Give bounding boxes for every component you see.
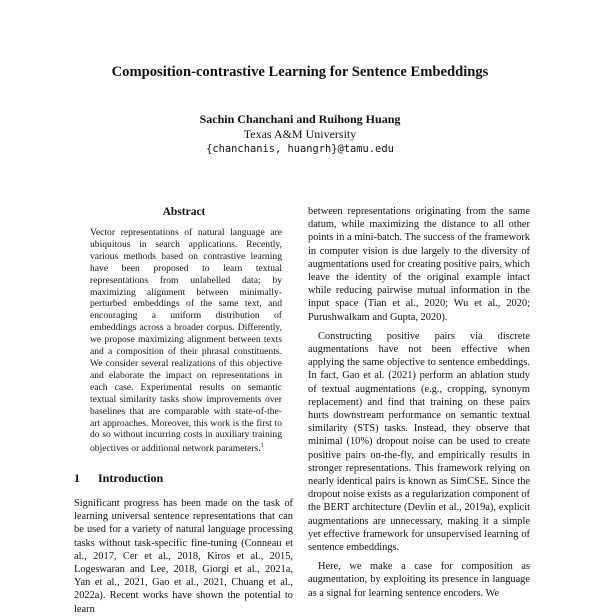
section-title: Introduction <box>98 471 164 485</box>
abstract-body <box>90 227 282 455</box>
right-column <box>308 205 530 606</box>
author-email: {chanchanis, huangrh}@tamu.edu <box>206 143 394 155</box>
section-heading-introduction <box>74 471 163 486</box>
affiliation: Texas A&M University <box>243 127 357 141</box>
abstract-heading: Abstract <box>162 206 206 218</box>
right-paragraph-1: between representations originating from the same datum, while maximizing the distance to all other points in a mini-batch. The success of the framework in computer vision is due largely to the diversity of augmentations used for creating positive pairs, which leave the identity of the original example intact while reducing pairwise mutual information in the input space (Tian et al., 2020; Wu et al., 2020; Purushwalkam and Gupta, 2020). <box>308 206 530 323</box>
paper-title: Composition-contrastive Learning for Sentence Embeddings <box>111 64 489 80</box>
section-number: 1 <box>74 471 80 485</box>
footnote-mark: 1 <box>260 443 264 450</box>
author-names: Sachin Chanchani and Ruihong Huang <box>199 112 401 126</box>
right-paragraph-2: Constructing positive pairs via discrete augmentations have not been effective when applying the same objective to sentence embeddings. In fact, Gao et al. (2021) perform an ablation study of textual augmentations (e.g., cropping, synonym replacement) and find that training on these pairs hurts downstream performance on semantic textual similarity (STS) tasks. Instead, they observe that minimal (10%) dropout noise can be used to create positive pairs on-the-fly, and empirically results in stronger representations. This framework relying on nearly identical pairs is known as SimCSE. Since the dropout noise exists as a regularization component of the BERT architecture (Devlin et al., 2019a), explicit augmentations are unnecessary, making it a simple yet effective framework for unsupervised learning of sentence embeddings. <box>308 330 530 554</box>
author-block <box>0 112 600 157</box>
abstract-text: Vector representations of natural language are ubiquitous in search applications. Recently, various methods based on contrastive learning have been proposed to learn textual representations from unlabelled data; by maximizing alignment between minimally-perturbed embeddings of the same text, and encouraging a uniform distribution of embeddings across a broader corpus. Differently, we propose maximizing alignment between texts and a composition of their phrasal constituents. We consider several realizations of this objective and elaborate the impact on representations in each case. Experimental results on semantic textual similarity tasks show improvements over baselines that are comparable with state-of-the-art approaches. Moreover, this work is the first to do so without incurring costs in auxiliary training objectives or additional network parameters. <box>90 227 282 455</box>
intro-paragraph: Significant progress has been made on the task of learning universal sentence representations that can be used for a variety of natural language processing tasks without task-specific fine-tuning (Conneau et al., 2017, Cer et al., 2018, Kiros et al., 2015, Logeswaran and Lee, 2018, Giorgi et al., 2021a, Yan et al., 2021, Gao et al., 2021, Chuang et al., 2022a). Recent works have shown the potential to learn <box>74 498 293 615</box>
right-paragraph-3: Here, we make a case for composition as augmentation, by exploiting its presence in language as a signal for learning sentence encoders. We <box>308 561 530 599</box>
